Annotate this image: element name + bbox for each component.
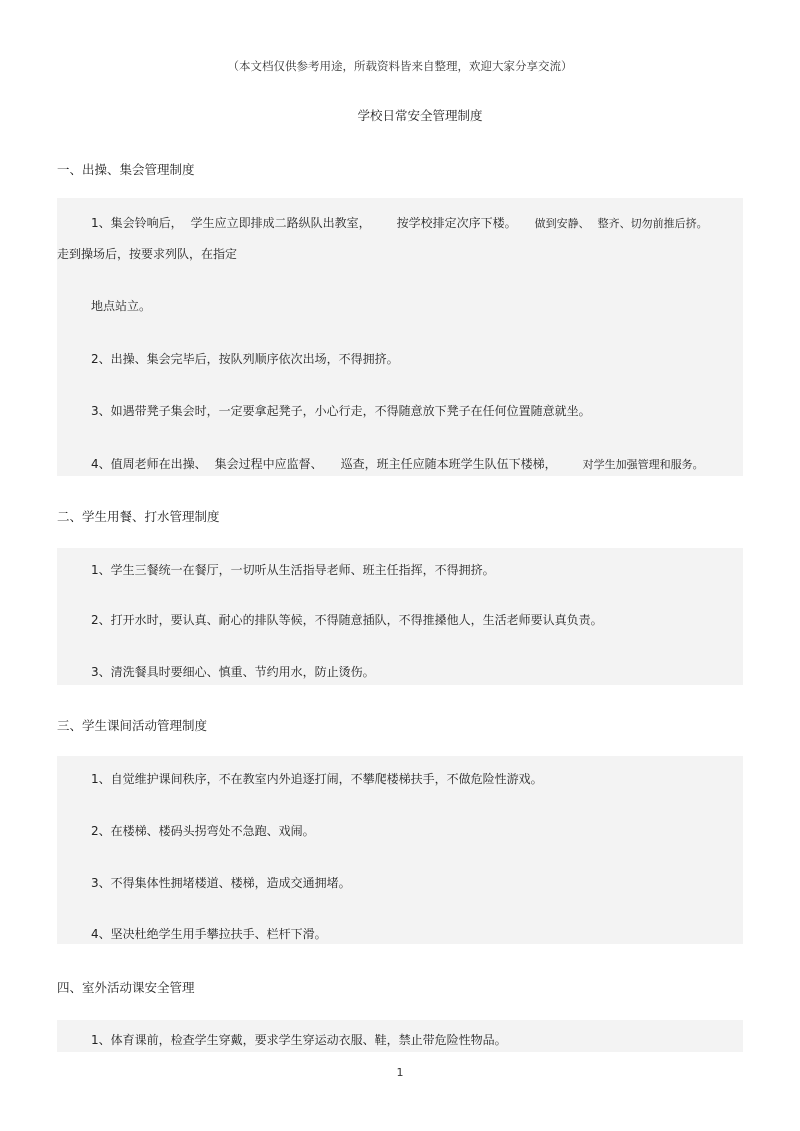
section-block-1	[57, 198, 743, 476]
section-1-item-4	[91, 455, 704, 472]
section-1-item-1-continuation: 走到操场后，按要求列队，在指定	[57, 247, 238, 261]
section-2-item-2: 2、打开水时，要认真、耐心的排队等候，不得随意插队，不得推搡他人，生活老师要认真负责。	[91, 613, 603, 627]
item-4-part-b: 集会过程中应监督、	[214, 457, 323, 471]
page-number: 1	[396, 1066, 404, 1079]
section-heading-2: 二、学生用餐、打水管理制度	[57, 509, 220, 524]
section-3-item-1: 1、自觉维护课间秩序，不在教室内外追逐打闹，不攀爬楼梯扶手，不做危险性游戏。	[91, 772, 543, 786]
item-1-part-c: 按学校排定次序下楼。	[396, 216, 517, 230]
item-1-part-a: 1、集会铃响后，	[91, 216, 183, 230]
section-1-item-1-continuation-2: 地点站立。	[91, 299, 152, 313]
section-heading-1: 一、出操、集会管理制度	[57, 162, 195, 177]
section-1-item-1	[91, 214, 708, 231]
header-note: （本文档仅供参考用途，所载资料皆来自整理，欢迎大家分享交流）	[227, 59, 573, 73]
section-4-item-1: 1、体育课前，检查学生穿戴，要求学生穿运动衣服、鞋，禁止带危险性物品。	[91, 1033, 507, 1047]
section-1-item-2: 2、出操、集会完毕后，按队列顺序依次出场，不得拥挤。	[91, 352, 399, 366]
item-1-part-e: 整齐、切勿前推后挤。	[597, 217, 708, 230]
section-2-item-3: 3、清洗餐具时要细心、慎重、节约用水，防止烫伤。	[91, 665, 375, 679]
section-3-item-4: 4、坚决杜绝学生用手攀拉扶手、栏杆下滑。	[91, 927, 327, 941]
section-1-item-3: 3、如遇带凳子集会时，一定要拿起凳子，小心行走，不得随意放下凳子在任何位置随意就坐。	[91, 404, 591, 418]
section-heading-3: 三、学生课间活动管理制度	[57, 718, 208, 733]
section-2-item-1: 1、学生三餐统一在餐厅，一切听从生活指导老师、班主任指挥，不得拥挤。	[91, 563, 495, 577]
section-3-item-3: 3、不得集体性拥堵楼道、楼梯，造成交通拥堵。	[91, 876, 351, 890]
document-title: 学校日常安全管理制度	[357, 108, 483, 123]
item-1-part-d: 做到安静、	[534, 217, 590, 230]
item-4-part-a: 4、值周老师在出操、	[91, 457, 207, 471]
item-4-part-d: 对学生加强管理和服务。	[582, 458, 704, 471]
section-3-item-2: 2、在楼梯、楼码头拐弯处不急跑、戏闹。	[91, 824, 315, 838]
section-heading-4: 四、室外活动课安全管理	[57, 980, 195, 995]
item-4-part-c: 巡查，班主任应随本班学生队伍下楼梯，	[340, 457, 557, 471]
item-1-part-b: 学生应立即排成二路纵队出教室，	[190, 216, 371, 230]
